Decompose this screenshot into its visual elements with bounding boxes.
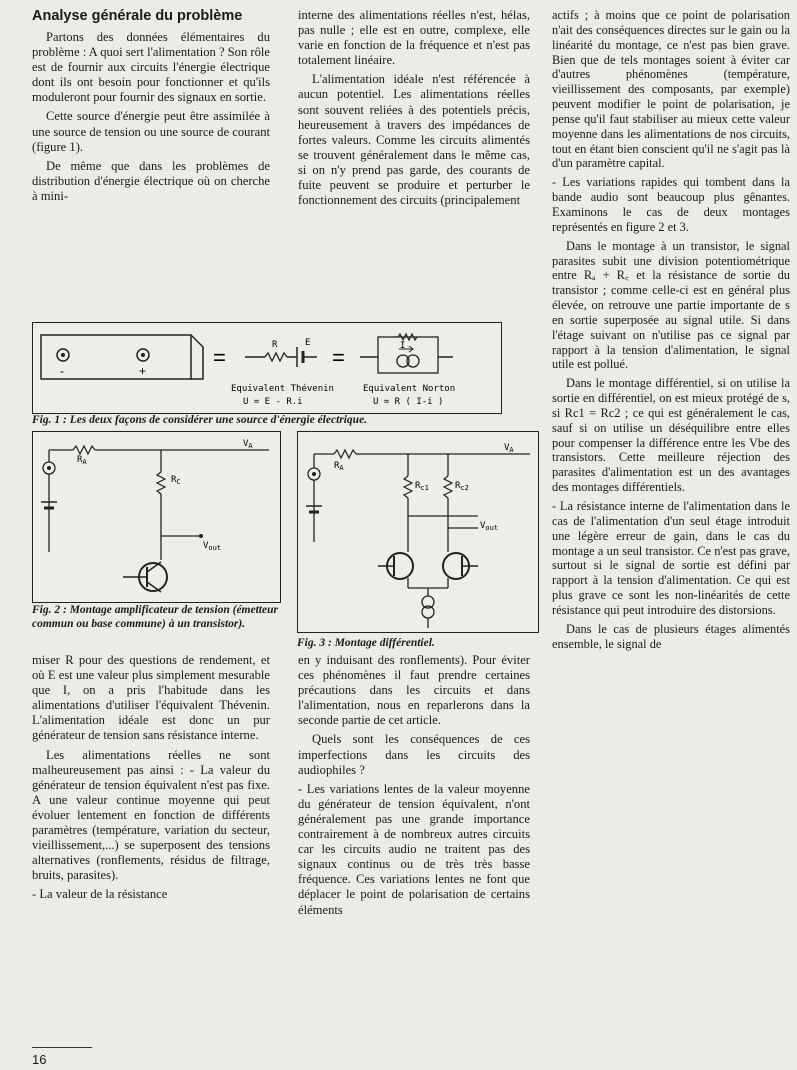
paragraph: actifs ; à moins que ce point de polarisation n'ait des conséquences directes sur le gain ou la linéarité du montage, ce n'est pas bien grave. Bien que de tels montages soient à éviter car d'autres phénomènes (température, vieillissement des composants, par exemple) peuvent modifier le point de polarisation, je pense qu'il faut stabiliser au mieux cette valeur moyenne dans les alimentations de nos circuits, tout en étant bien conscient qu'il ne s'agit pas là d'un paramètre capital. [552,8,790,171]
resistor-ra [73,446,95,454]
e-label: E [305,338,311,348]
column-3 [552,8,790,655]
equals-sign: = [213,345,226,370]
paragraph: - La résistance interne de l'alimentation dans le cas de l'alimentation d'un seul étage introduit une légère erreur de gain, dans le cas du montage a un seul transistor. Ce n'est pas grave, surtout si le signal de sortie est défini par rapport à la tension d'alimentation. Ce qui est plus grave ce sont les non-linéarités de cette résistance qui peut introduire des distorsions. [552,499,790,617]
column-1-top [32,8,270,208]
rc2-label: $R_{c2}$ [455,481,469,492]
column-2-top [298,8,530,212]
figure-1-diagram [33,323,501,413]
i-label: I [400,341,406,351]
norton-label: Equivalent Norton [363,384,456,394]
paragraph: Cette source d'énergie peut être assimilée à une source de tension ou une source de courant (figure 1). [32,109,270,154]
resistor-rc1 [404,476,412,498]
figure-2-caption: Fig. 2 : Montage amplificateur de tension (émetteur commun ou base commune) à un transistor). [32,604,278,630]
resistor-symbol [265,353,287,361]
va-label: $V_A$ [504,443,514,454]
norton-resistor [398,334,417,340]
figure-1-caption: Fig. 1 : Les deux façons de considérer une source d'énergie électrique. [32,414,368,426]
rc-label: $R_C$ [171,475,181,486]
figure-2 [32,431,281,603]
paragraph: - Les variations rapides qui tombent dans la bande audio sont beaucoup plus gênantes. Examinons le cas de deux montages représentés en figure 2 et 3. [552,175,790,234]
paragraph: interne des alimentations réelles n'est, hélas, pas nulle ; elle est en outre, complexe, elle varie en fonction de la fréquence et n'est pas totalement linéaire. [298,8,530,68]
column-1-bottom [32,653,270,907]
resistor-ra [334,450,356,458]
vout-label: $V_{out}$ [203,541,222,552]
figure-3-caption: Fig. 3 : Montage différentiel. [297,637,435,649]
rc1-label: $R_{c1}$ [415,481,429,492]
paragraph: - La valeur de la résistance [32,887,168,902]
ra-label: $R_A$ [77,455,87,466]
figure-2-diagram [33,432,280,602]
column-2-bottom [298,653,530,922]
paragraph: Les alimentations réelles ne sont malheureusement pas ainsi : - La valeur du générateur de tension équivalent n'est pas fixe. A une valeur continue moyenne qui peut évoluer lentement en fonction de différents paramètres (température, variation du secteur, vieillissement,...) se superposent des tensions alternatives (ronflements, résidus de filtrage, bruits, parasites). [32,747,270,883]
paragraph: miser R pour des questions de rendement, et où E est une valeur plus simplement mesurable que I, on a pris l'habitude dans les alimentations d'utiliser l'équivalent Thévenin. L'alimentation idéale est donc un pur générateur de tension sans résistance interne. [32,653,270,743]
figure-3 [297,431,539,633]
equals-sign: = [332,345,345,370]
resistor-rc2 [444,476,452,498]
paragraph: - Les variations lentes de la valeur moyenne du générateur de tension équivalent, n'ont généralement pas une grande importance contrairement à de nombreux autres circuits car les circuits audio ne traitent pas des signaux continus ou de très très basse fréquence. Ces variations lentes ne font que déplacer le point de polarisation de certains éléments [298,781,530,917]
paragraph: Dans le montage différentiel, si on utilise la sortie en différentiel, on est mieux protégé de s, si Rc1 = Rc2 ; ce qui est généralement le cas, sauf si on utilise un déséquilibre entre elles pour compenser la différence entre les Vbe des transistors. Cette meilleure réjection des parasites d'alimentation est un des avantages des montages différentiels. [552,376,790,495]
paragraph: Partons des données élémentaires du problème : A quoi sert l'alimentation ? Son rôle est de fournir aux circuits l'énergie électrique dont ils ont besoin pour fonctionner et qu'ils moduleront pour fournir des signaux en sortie. [32,30,271,105]
figure-3-diagram [298,432,538,632]
r-label: R [272,340,278,350]
minus-label: - [60,364,64,378]
paragraph: en y induisant des ronflements). Pour éviter ces phénomènes il faut prendre certaines précautions dans les circuits et dans l'alimentation, nous en reparlerons dans la seconde partie de cet article. [298,653,530,728]
va-label: $V_A$ [243,439,253,450]
ra-label: $R_A$ [334,461,344,472]
vout-label: $V_{out}$ [480,521,499,532]
resistor-rc [157,472,165,494]
footer-rule [32,1047,92,1048]
norton-formula: U = R ( I-i ) [373,397,444,407]
paragraph: Dans le cas de plusieurs étages alimentés ensemble, le signal de [552,621,790,651]
page-number: 16 [32,1052,47,1067]
section-heading: Analyse générale du problème [32,8,243,24]
figure-1 [32,322,502,414]
plus-label: + [139,364,147,378]
paragraph: Quels sont les conséquences de ces imperfections dans les circuits des audiophiles ? [298,732,530,777]
thevenin-formula: U = E - R.i [243,397,303,407]
paragraph: Dans le montage à un transistor, le signal parasites subit une division potentiométrique entre Rₐ + R꜀ et la résistance de sortie du transistor ; comme celle-ci est en général plus élevée, on retrouve une partie importante de s en sortie superposée au signal utile. Si dans l'étage suivant on n'utilise pas ce signal par rapport à la tension d'alimentation, le signal utile est pollué. [552,238,790,372]
paragraph: De même que dans les problèmes de distribution d'énergie électrique où on cherche à mini- [32,158,270,203]
paragraph: L'alimentation idéale n'est référencée à aucun potentiel. Les alimentations réelles sont souvent reliées à des potentiels précis, heureusement à travers des impédances de fortes valeurs. Comme les circuits alimentés se trouvent généralement dans le même cas, si on n'y prend pas garde, des courants de fuite peuvent se produire et perturber le fonctionnement des circuits (principalement [298,72,530,208]
thevenin-label: Equivalent Thévenin [231,384,334,394]
